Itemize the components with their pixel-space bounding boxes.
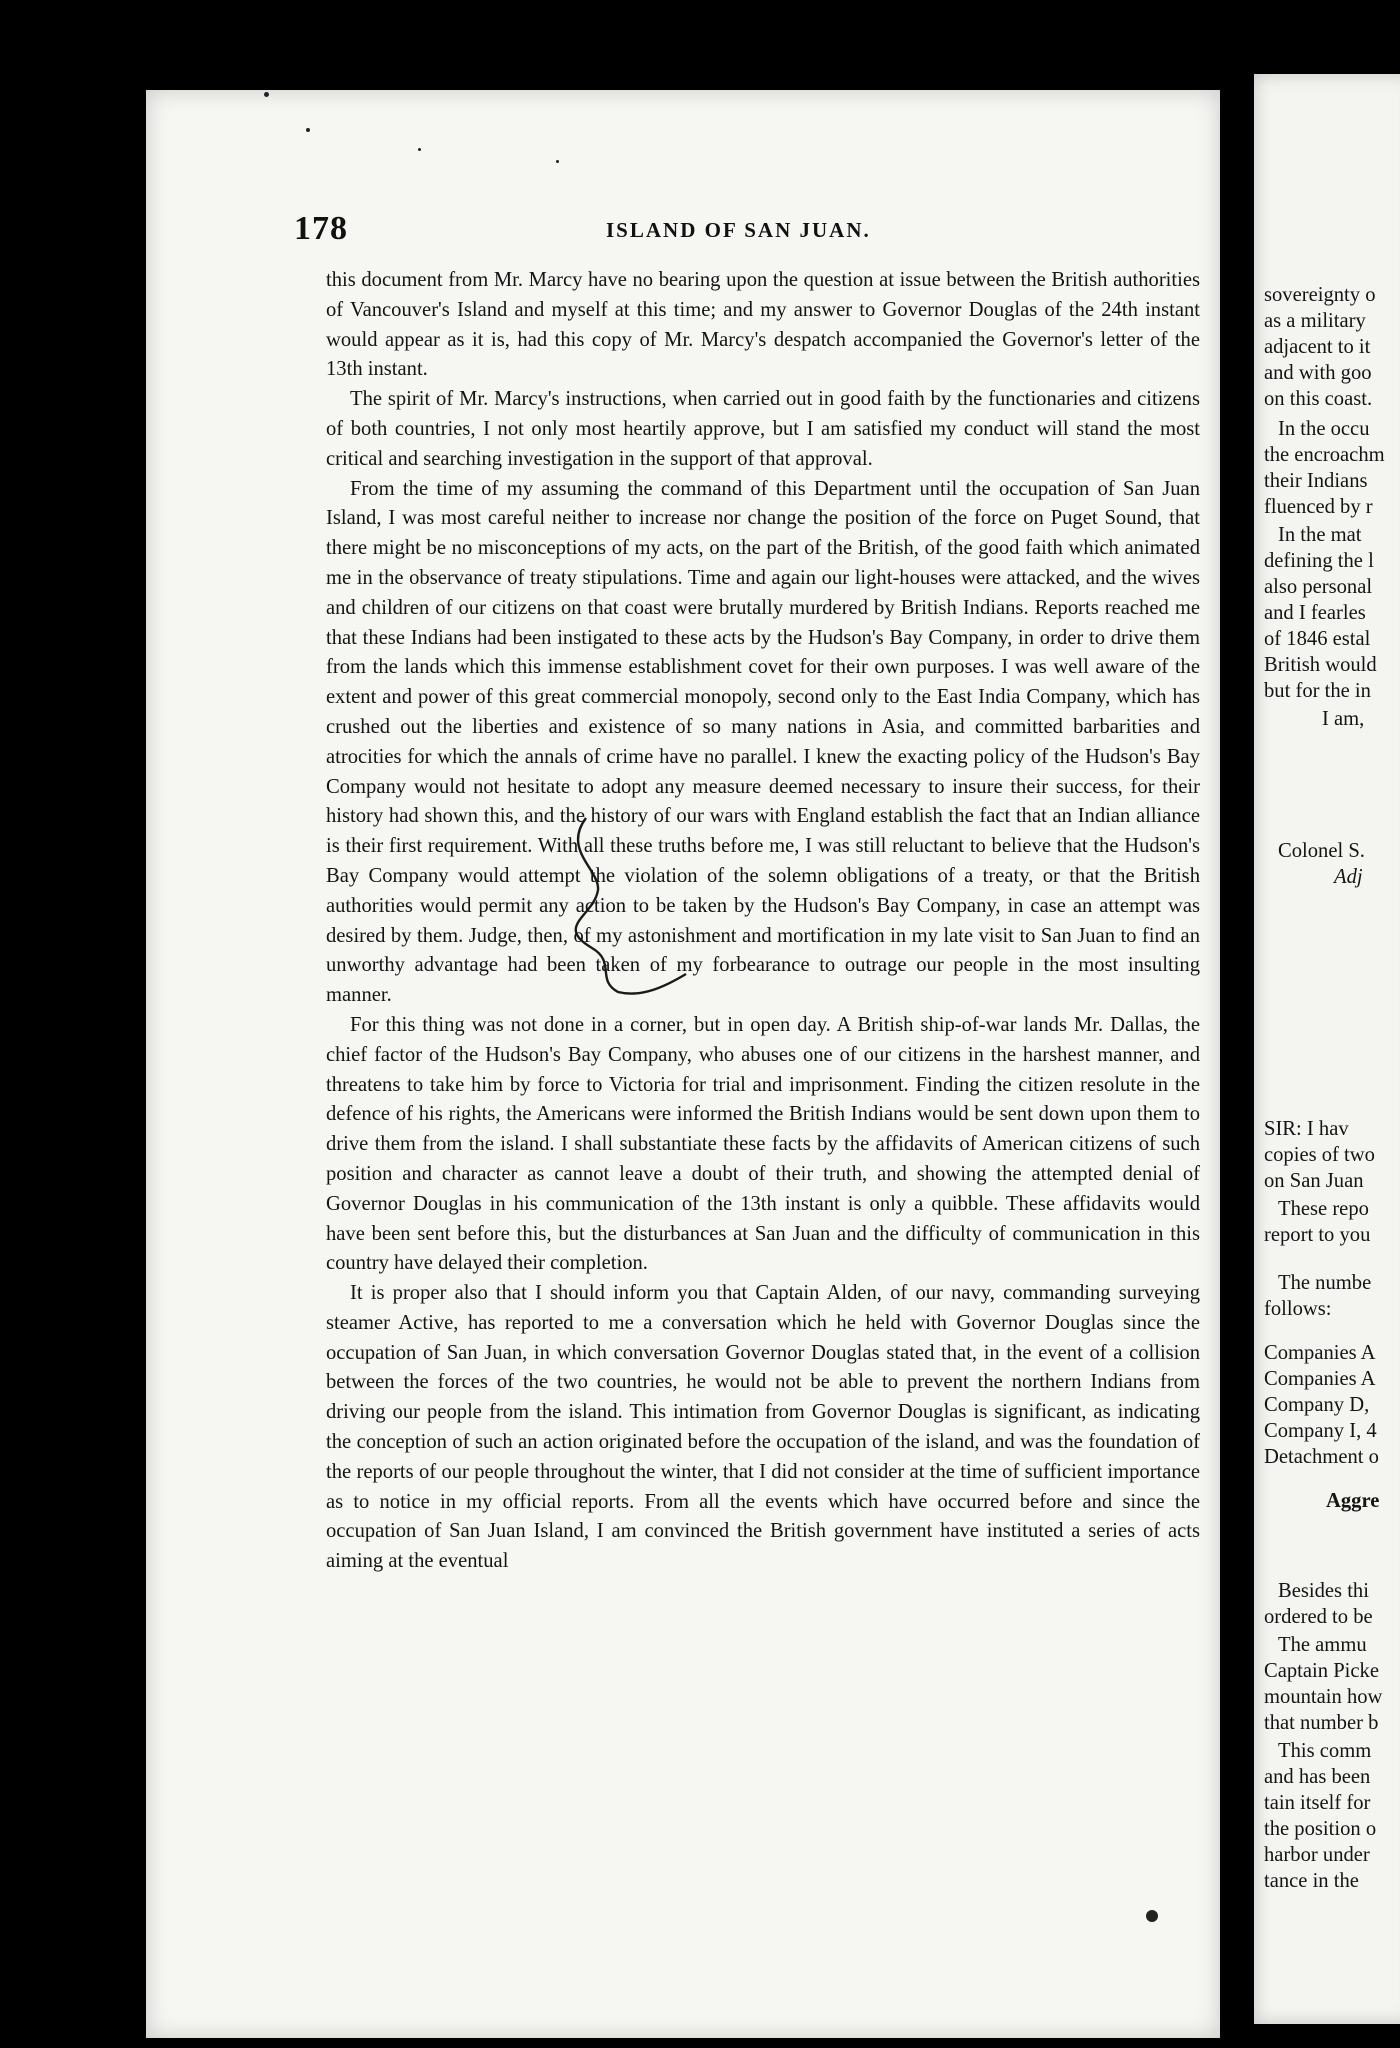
print-speck bbox=[418, 148, 421, 151]
adjacent-line: SIR: I hav bbox=[1264, 1118, 1349, 1140]
adjacent-line: as a military bbox=[1264, 310, 1366, 332]
adjacent-line: copies of two bbox=[1264, 1144, 1375, 1166]
running-head: ISLAND OF SAN JUAN. bbox=[606, 218, 871, 242]
adjacent-line: follows: bbox=[1264, 1298, 1332, 1320]
adjacent-line: and I fearles bbox=[1264, 602, 1366, 624]
adjacent-line: ordered to be bbox=[1264, 1606, 1373, 1628]
adjacent-line: and has been bbox=[1264, 1766, 1371, 1788]
adjacent-line: British would bbox=[1264, 654, 1377, 676]
adjacent-line: Companies A bbox=[1264, 1342, 1376, 1364]
adjacent-line: I am, bbox=[1322, 708, 1365, 730]
adjacent-line: on San Juan bbox=[1264, 1170, 1364, 1192]
print-speck bbox=[264, 92, 269, 97]
page-number: 178 bbox=[294, 210, 348, 247]
adjacent-line: Aggre bbox=[1326, 1490, 1380, 1512]
adjacent-line: The numbe bbox=[1278, 1272, 1372, 1294]
paragraph: It is proper also that I should inform you that Captain Alden, of our navy, commanding surveying steamer Active, has reported to me a conversation which he held with Governor Douglas since the occupation of San Juan, in which conversation Governor Douglas stated that, in the event of a collision between the forces of the two countries, he would not be able to prevent the northern Indians from driving our people from the island. This intimation from Governor Douglas is significant, as indicating the conception of such an action originated before the occupation of the island, and was the foundation of the reports of our people throughout the winter, that I did not consider at the time of sufficient importance as to notice in my official reports. From all the events which have occurred before and since the occupation of San Juan Island, I am convinced the British government have instituted a series of acts aiming at the eventual bbox=[326, 1282, 1200, 1573]
adjacent-line: tain itself for bbox=[1264, 1792, 1371, 1814]
body-text bbox=[326, 266, 1200, 1577]
adjacent-line: Companies A bbox=[1264, 1368, 1376, 1390]
adjacent-line: The ammu bbox=[1278, 1634, 1367, 1656]
adjacent-line: mountain how bbox=[1264, 1686, 1383, 1708]
adjacent-line: tance in the bbox=[1264, 1870, 1359, 1892]
paragraph: The spirit of Mr. Marcy's instructions, when carried out in good faith by the functionaries and citizens of both countries, I not only most heartily approve, but I am satisfied my conduct will stand the most critical and searching investigation in the support of that approval. bbox=[326, 388, 1200, 470]
paragraph: this document from Mr. Marcy have no bearing upon the question at issue between the British authorities of Vancouver's Island and myself at this time; and my answer to Governor Douglas of the 24th instant would appear as it is, had this copy of Mr. Marcy's despatch accompanied the Governor's letter of the 13th instant. bbox=[326, 269, 1200, 381]
adjacent-line: harbor under bbox=[1264, 1844, 1370, 1866]
adjacent-line: report to you bbox=[1264, 1224, 1371, 1246]
adjacent-line: Company D, bbox=[1264, 1394, 1370, 1416]
adjacent-line: their Indians bbox=[1264, 470, 1368, 492]
adjacent-line: Colonel S. bbox=[1278, 840, 1365, 862]
adjacent-line: Adj bbox=[1334, 866, 1363, 888]
adjacent-line: also personal bbox=[1264, 576, 1373, 598]
adjacent-line: but for the in bbox=[1264, 680, 1371, 702]
adjacent-line: In the occu bbox=[1278, 418, 1370, 440]
adjacent-line: Captain Picke bbox=[1264, 1660, 1379, 1682]
adjacent-line: on this coast. bbox=[1264, 388, 1373, 410]
adjacent-line: This comm bbox=[1278, 1740, 1372, 1762]
adjacent-line: of 1846 estal bbox=[1264, 628, 1371, 650]
adjacent-line: and with goo bbox=[1264, 362, 1372, 384]
print-speck bbox=[306, 128, 310, 132]
adjacent-line: adjacent to it bbox=[1264, 336, 1371, 358]
adjacent-line: the position o bbox=[1264, 1818, 1377, 1840]
adjacent-line: fluenced by r bbox=[1264, 496, 1373, 518]
paragraph: From the time of my assuming the command of this Department until the occupation of San Juan Island, I was most careful neither to increase nor change the position of the force on Puget Sound, that there might be no misconceptions of my acts, on the part of the British, of the good faith which animated me in the observance of treaty stipulations. Time and again our light-houses were attacked, and the wives and children of our citizens on that coast were brutally murdered by British Indians. Reports reached me that these Indians had been instigated to these acts by the Hudson's Bay Company, in order to drive them from the lands which this immense establishment covet for their own purposes. I was well aware of the extent and power of this great commercial monopoly, second only to the East India Company, which has crushed out the liberties and existence of so many nations in Asia, and committed barbarities and atrocities for which the annals of crime have no parallel. I knew the exacting policy of the Hudson's Bay Company would not hesitate to adopt any measure deemed necessary to insure their success, for their history had shown this, and the history of our wars with England establish the fact that an Indian alliance is their first requirement. With all these truths before me, I was still reluctant to believe that the Hudson's Bay Company would attempt the violation of the solemn obligations of a treaty, or that the British authorities would permit any action to be taken by the Hudson's Bay Company, in case an attempt was desired by them. Judge, then, of my astonishment and mortification in my late visit to San Juan to find an unworthy advantage had been taken of my forbearance to outrage our people in the most insulting manner. bbox=[326, 477, 1200, 1007]
paragraph: For this thing was not done in a corner, but in open day. A British ship-of-war lands Mr. Dallas, the chief factor of the Hudson's Bay Company, who abuses one of our citizens in the harshest manner, and threatens to take him by force to Victoria for trial and imprisonment. Finding the citizen resolute in the defence of his rights, the Americans were informed the British Indians would be sent down upon them to drive them from the island. I shall substantiate these facts by the affidavits of American citizens of such position and character as cannot leave a doubt of their truth, and showing the attempted denial of Governor Douglas in his communication of the 13th instant is only a quibble. These affidavits would have been sent before this, but the disturbances at San Juan and the difficulty of communication in this country have delayed their completion. bbox=[326, 1013, 1200, 1275]
adjacent-line: defining the l bbox=[1264, 550, 1374, 572]
adjacent-line: Besides thi bbox=[1278, 1580, 1369, 1602]
document-page bbox=[146, 90, 1220, 2038]
adjacent-line: the encroachm bbox=[1264, 444, 1385, 466]
adjacent-line: sovereignty o bbox=[1264, 284, 1376, 306]
adjacent-line: Detachment o bbox=[1264, 1446, 1379, 1468]
adjacent-line: These repo bbox=[1278, 1198, 1369, 1220]
adjacent-line: that number b bbox=[1264, 1712, 1379, 1734]
adjacent-line: Company I, 4 bbox=[1264, 1420, 1377, 1442]
page-header bbox=[146, 210, 1220, 250]
print-speck bbox=[1146, 1910, 1158, 1922]
adjacent-page bbox=[1254, 74, 1400, 2024]
adjacent-line: In the mat bbox=[1278, 524, 1362, 546]
print-speck bbox=[556, 160, 559, 163]
